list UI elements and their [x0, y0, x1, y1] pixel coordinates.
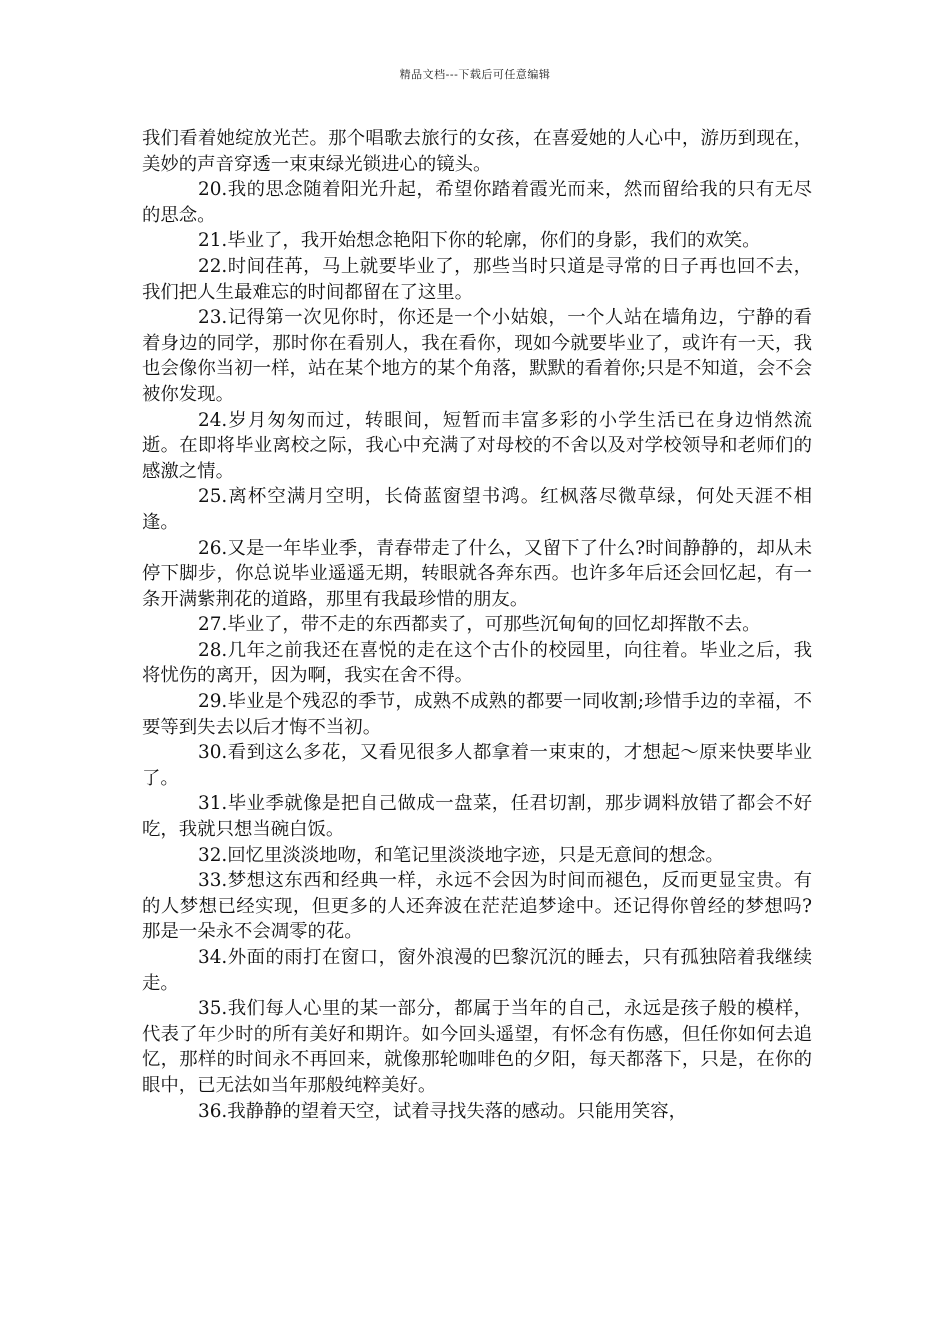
paragraph: 25.离杯空满月空明，长倚蓝窗望书鸿。红枫落尽微草绿，何处天涯不相逢。 [142, 486, 812, 533]
paragraph: 我们看着她绽放光芒。那个唱歌去旅行的女孩，在喜爱她的人心中，游历到现在，美妙的声音穿透一束束绿光锁进心的镜头。 [142, 128, 812, 175]
paragraph: 20.我的思念随着阳光升起，希望你踏着霞光而来，然而留给我的只有无尽的思念。 [142, 179, 812, 226]
document-body [142, 126, 812, 1124]
paragraph: 33.梦想这东西和经典一样，永远不会因为时间而褪色，反而更显宝贵。有的人梦想已经实现，但更多的人还奔波在茫茫追梦途中。还记得你曾经的梦想吗?那是一朵永不会凋零的花。 [142, 870, 812, 943]
paragraph: 35.我们每人心里的某一部分，都属于当年的自己，永远是孩子般的模样，代表了年少时的所有美好和期许。如今回头遥望，有怀念有伤感，但任你如何去追忆，那样的时间永不再回来，就像那轮咖啡色的夕阳，每天都落下，只是，在你的眼中，已无法如当年那般纯粹美好。 [142, 998, 812, 1096]
paragraph: 36.我静静的望着天空，试着寻找失落的感动。只能用笑容， [198, 1100, 688, 1122]
page-header: 精品文档---下载后可任意编辑 [399, 68, 551, 81]
paragraph: 23.记得第一次见你时，你还是一个小姑娘，一个人站在墙角边，宁静的看着身边的同学，那时你在看别人，我在看你，现如今就要毕业了，或许有一天，我也会像你当初一样，站在某个地方的某个角落，默默的看着你;只是不知道，会不会被你发现。 [142, 307, 812, 405]
paragraph: 27.毕业了，带不走的东西都卖了，可那些沉甸甸的回忆却挥散不去。 [198, 614, 761, 636]
paragraph: 32.回忆里淡淡地吻，和笔记里淡淡地字迹，只是无意间的想念。 [198, 844, 724, 866]
paragraph: 21.毕业了，我开始想念艳阳下你的轮廓，你们的身影，我们的欢笑。 [198, 230, 761, 252]
paragraph: 30.看到这么多花，又看见很多人都拿着一束束的，才想起～原来快要毕业了。 [142, 742, 812, 789]
paragraph: 22.时间荏苒，马上就要毕业了，那些当时只道是寻常的日子再也回不去，我们把人生最难忘的时间都留在了这里。 [142, 255, 812, 303]
paragraph: 26.又是一年毕业季，青春带走了什么，又留下了什么?时间静静的，却从未停下脚步，你总说毕业遥遥无期，转眼就各奔东西。也许多年后还会回忆起，有一条开满紫荆花的道路，那里有我最珍惜的朋友。 [142, 537, 812, 610]
paragraph: 28.几年之前我还在喜悦的走在这个古仆的校园里，向往着。毕业之后，我将忧伤的离开，因为啊，我实在舍不得。 [142, 639, 812, 687]
paragraph: 24.岁月匆匆而过，转眼间，短暂而丰富多彩的小学生活已在身边悄然流逝。在即将毕业离校之际，我心中充满了对母校的不舍以及对学校领导和老师们的感激之情。 [142, 409, 812, 482]
paragraph: 29.毕业是个残忍的季节，成熟不成熟的都要一同收割;珍惜手边的幸福，不要等到失去以后才悔不当初。 [142, 691, 812, 738]
paragraph: 34.外面的雨打在窗口，窗外浪漫的巴黎沉沉的睡去，只有孤独陪着我继续走。 [142, 947, 812, 994]
paragraph: 31.毕业季就像是把自己做成一盘菜，任君切割，那步调料放错了都会不好吃，我就只想当碗白饭。 [142, 793, 812, 841]
